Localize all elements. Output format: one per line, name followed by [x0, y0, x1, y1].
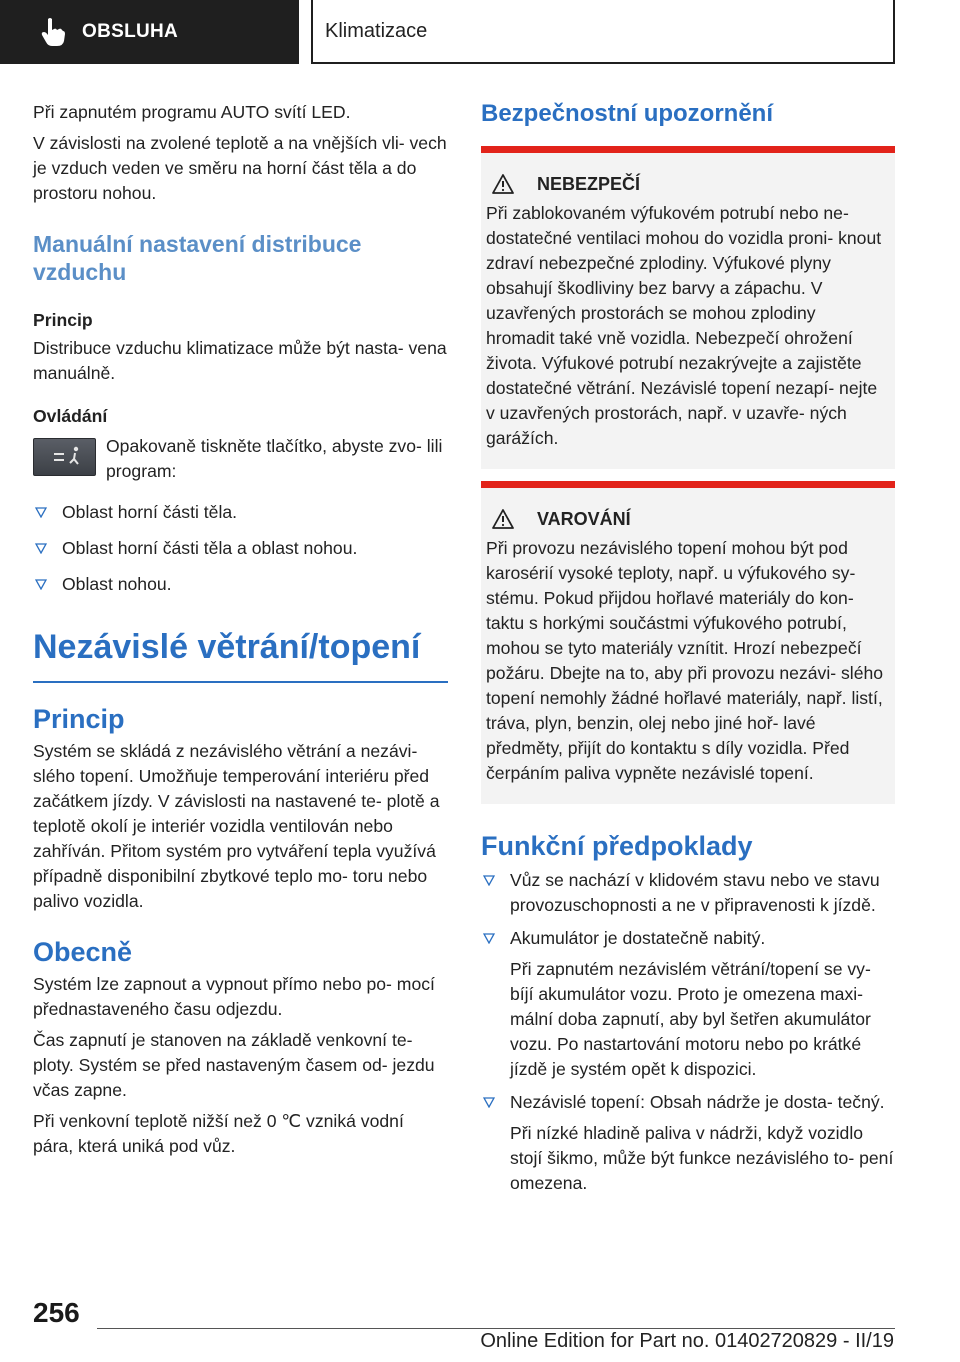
- heading-independent-ventilation: Nezávislé větrání/topení: [33, 628, 421, 666]
- hand-pointer-icon: [40, 17, 66, 47]
- right-column: [481, 100, 896, 1196]
- program-list: [33, 500, 448, 597]
- triangle-bullet-icon: [35, 543, 47, 554]
- triangle-bullet-icon: [483, 875, 495, 886]
- warning-bar: [481, 481, 895, 488]
- paragraph: Čas zapnutí je stanoven na základě venkovní te- ploty. Systém se před nastaveným časem od- jezdu včas zapne.: [33, 1030, 435, 1100]
- section-label: OBSLUHA: [82, 21, 179, 42]
- chapter-title: Klimatizace: [311, 0, 895, 64]
- left-column: [33, 100, 448, 1159]
- list-item: Oblast horní části těla a oblast nohou.: [33, 536, 448, 561]
- danger-bar: [481, 146, 895, 153]
- control-row: [33, 434, 448, 484]
- paragraph: Distribuce vzduchu klimatizace může být nasta- vena manuálně.: [33, 338, 447, 383]
- list-item: Oblast horní části těla.: [33, 500, 448, 525]
- subheading-princip: Princip: [33, 310, 93, 330]
- paragraph: Opakovaně tiskněte tlačítko, abyste zvo- lili program:: [106, 436, 443, 481]
- danger-box: [481, 146, 895, 469]
- heading-safety: Bezpečnostní upozornění: [481, 100, 774, 127]
- edition-note: Online Edition for Part no. 01402720829 - II/19: [480, 1330, 894, 1352]
- footer-rule: [97, 1328, 895, 1329]
- triangle-bullet-icon: [35, 579, 47, 590]
- heading-obecne: Obecně: [33, 937, 133, 967]
- heading-rule: [33, 681, 448, 683]
- paragraph: V závislosti na zvolené teplotě a na vnějších vli- vech je vzduch veden ve směru na horní část těla a do prostoru nohou.: [33, 133, 447, 203]
- prerequisite-list: [481, 868, 896, 1196]
- section-tab: [0, 0, 299, 64]
- warning-box: [481, 481, 895, 804]
- warning-triangle-icon: [491, 173, 515, 195]
- paragraph: Systém lze zapnout a vypnout přímo nebo po- mocí přednastaveného času odjezdu.: [33, 974, 435, 1019]
- page-number: 256: [33, 1297, 80, 1328]
- warning-heading: VAROVÁNÍ: [491, 508, 885, 530]
- air-distribution-icon: [34, 439, 95, 475]
- list-item-detail: Při zapnutém nezávislém větrání/topení se vy- bíjí akumulátor vozu. Proto je omezena maxi- mální doba zapnutí, aby byl šetřen akumulátor vozu. Po nastartování motoru nebo po krátké jízdě je systém opět k dispozici.: [510, 959, 871, 1079]
- heading-princip: Princip: [33, 704, 125, 734]
- danger-text: Při zablokovaném výfukovém potrubí nebo ne- dostatečné ventilaci mohou do vozidla proni- knout zdraví nebezpečné zplodiny. Výfukové plyny obsahují škodliviny bez barvy a zápachu. V uzavřených prostorách se mohou zplodiny hromadit také vně vozidla. Nebezpečí ohrožení života. Výfukové potrubí nezakrývejte a zajistěte dostatečné větrání. Nezávislé topení nezapí- nejte v uzavřených prostorách, např. v uzavře- ných garážích.: [486, 203, 882, 448]
- subheading-ovladani: Ovládání: [33, 406, 108, 426]
- triangle-bullet-icon: [483, 933, 495, 944]
- list-item: Oblast nohou.: [33, 572, 448, 597]
- triangle-bullet-icon: [483, 1097, 495, 1108]
- list-item: Akumulátor je dostatečně nabitý. Při zapnutém nezávislém větrání/topení se vy- bíjí akumulátor vozu. Proto je omezena maxi- mální doba zapnutí, aby byl šetřen akumulátor vozu. Po nastartování motoru nebo po krátké jízdě je systém opět k dispozici.: [481, 926, 896, 1082]
- list-item: Vůz se nachází v klidovém stavu nebo ve stavu provozuschopnosti a ne v připravenosti k jízdě.: [481, 868, 896, 918]
- warning-triangle-icon: [491, 508, 515, 530]
- paragraph: Při zapnutém programu AUTO svítí LED.: [33, 102, 351, 122]
- list-item: Nezávislé topení: Obsah nádrže je dosta- tečný. Při nízké hladině paliva v nádrži, když vozidlo stojí šikmo, může být funkce nezávislého to- pení omezena.: [481, 1090, 896, 1196]
- heading-prerequisites: Funkční předpoklady: [481, 831, 753, 861]
- list-item-detail: Při nízké hladině paliva v nádrži, když vozidlo stojí šikmo, může být funkce nezávislého to- pení omezena.: [510, 1123, 894, 1193]
- air-distribution-button-image: [33, 438, 96, 476]
- triangle-bullet-icon: [35, 507, 47, 518]
- paragraph: Systém se skládá z nezávislého větrání a nezávi- slého topení. Umožňuje temperování interiéru před začátkem jízdy. V závislosti na nastavené te- plotě a teplotě okolí je interiér vozidla ventilován nebo zahříván. Přitom systém pro vytváření tepla využívá případně disponibilní zbytkové teplo mo- toru nebo palivo vozidla.: [33, 741, 440, 911]
- paragraph: Při venkovní teplotě nižší než 0 ℃ vzniká vodní pára, která uniká pod vůz.: [33, 1111, 404, 1156]
- danger-heading: NEBEZPEČÍ: [491, 173, 885, 195]
- heading-manual-distribution: Manuální nastavení distribuce vzduchu: [33, 231, 362, 285]
- warning-text: Při provozu nezávislého topení mohou být pod karosérií vysoké teploty, např. u výfukového sy- stému. Pokud přijdou hořlavé materiály do kon- taktu s horkými součástmi výfukového potrubí, mohou se tyto materiály vznítit. Hrozí nebezpečí požáru. Dbejte na to, aby při provozu nezávi- slého topení nemohly žádné hořlavé materiály, např. listí, tráva, plyn, benzin, olej nebo jiné hoř- lavé předměty, přijít do kontaktu s díly vozidla. Před čerpáním paliva vypněte nezávislé topení.: [486, 538, 884, 783]
